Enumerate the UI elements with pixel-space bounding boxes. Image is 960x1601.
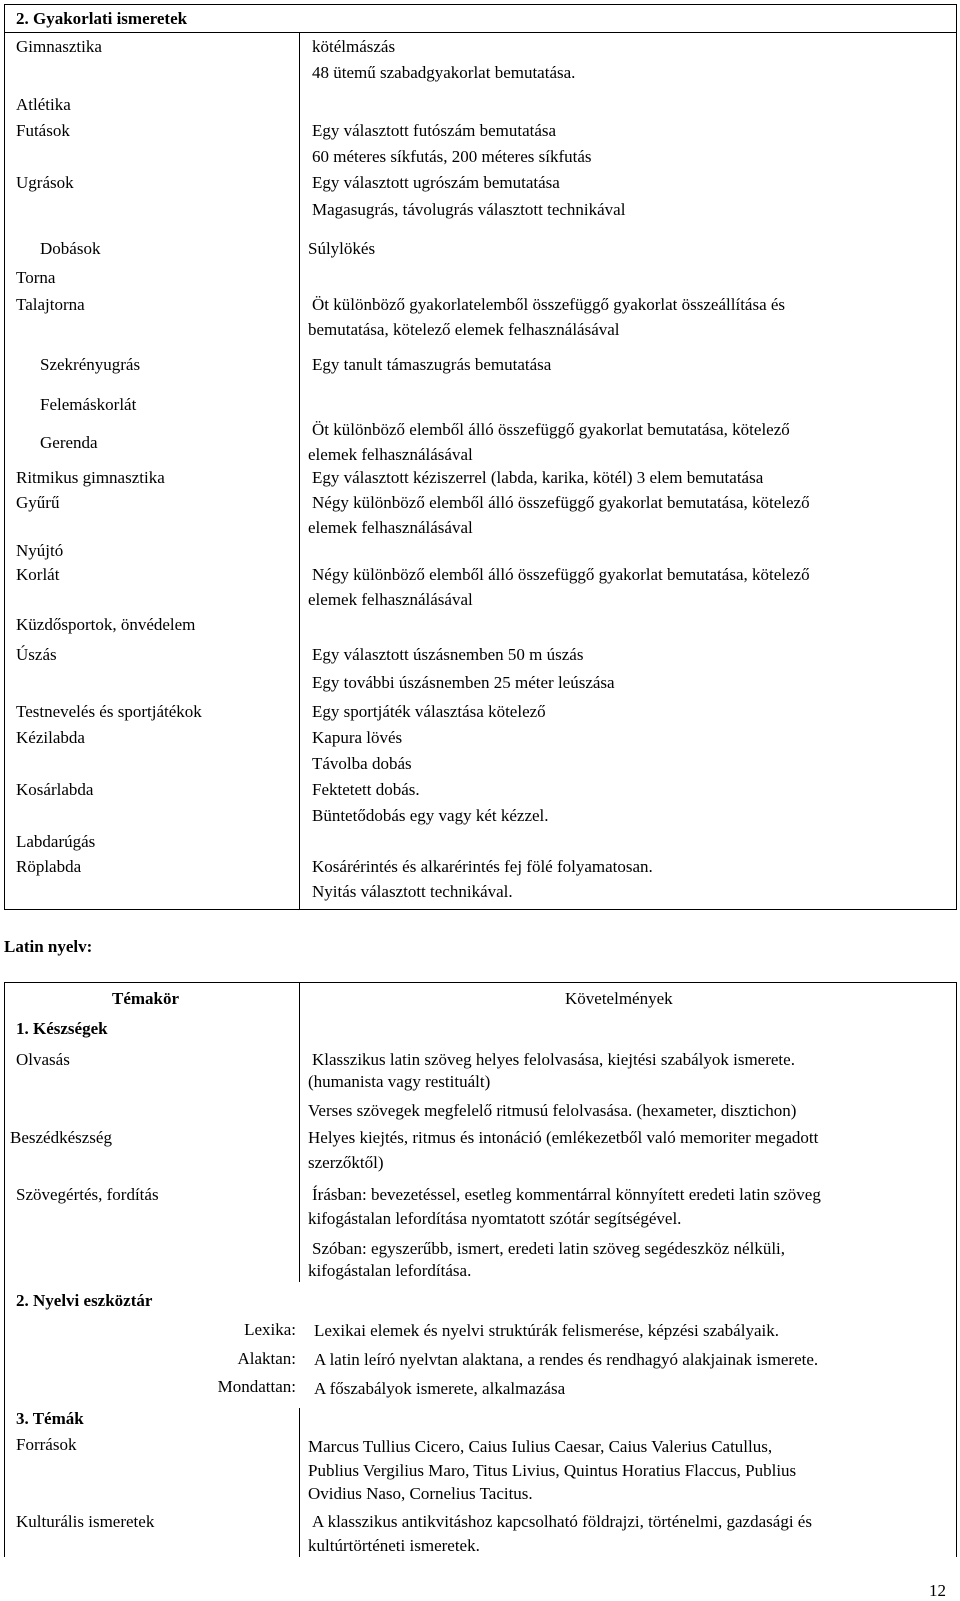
- req-magasugras: Magasugrás, távolugrás választott technikával: [312, 200, 626, 219]
- table2-left-border: [4, 982, 5, 1557]
- table1-right-border: [956, 4, 957, 910]
- table1-column-divider: [299, 32, 300, 910]
- table1-header: 2. Gyakorlati ismeretek: [16, 9, 188, 28]
- req-kult-1: A klasszikus antikvitáshoz kapcsolható földrajzi, történelmi, gazdasági és: [312, 1512, 812, 1531]
- req-beszed-1: Helyes kiejtés, ritmus és intonáció (emlékezetből való memoriter megadott: [308, 1128, 819, 1147]
- topic-labdarugas: Labdarúgás: [16, 832, 96, 851]
- req-szoban-2: kifogástalan lefordítása.: [308, 1261, 472, 1280]
- table2-top-border: [4, 982, 957, 983]
- req-gerenda-1: Öt különböző elemből álló összefüggő gyakorlat bemutatása, kötelező: [312, 420, 790, 439]
- temak-heading: 3. Témák: [16, 1409, 84, 1428]
- req-kult-2: kultúrtörténeti ismeretek.: [308, 1536, 480, 1555]
- topic-ritmikus: Ritmikus gimnasztika: [16, 468, 165, 487]
- req-szoban-1: Szóban: egyszerűbb, ismert, eredeti latin szöveg segédeszköz nélküli,: [312, 1239, 786, 1258]
- req-irasban-2: kifogástalan lefordítása nyomtatott szótár segítségével.: [308, 1209, 682, 1228]
- req-futoszam: Egy választott futószám bemutatása: [312, 121, 557, 140]
- label-alaktan: Alaktan:: [237, 1349, 296, 1368]
- req-ugroszam: Egy választott ugrószám bemutatása: [312, 173, 560, 192]
- topic-talajtorna: Talajtorna: [16, 295, 85, 314]
- topic-gerenda: Gerenda: [40, 433, 98, 452]
- keszsegek-heading: 1. Készségek: [16, 1019, 108, 1038]
- req-gerenda-2: elemek felhasználásával: [308, 445, 473, 464]
- topic-gimnasztika: Gimnasztika: [16, 37, 102, 56]
- topic-kezilabda: Kézilabda: [16, 728, 85, 747]
- req-olvasas-2: (humanista vagy restituált): [308, 1072, 491, 1091]
- table2-col-right-header: Követelmények: [565, 989, 673, 1008]
- table1-top-border: [4, 4, 957, 5]
- topic-forrasok: Források: [16, 1435, 77, 1454]
- req-talaj-1: Öt különböző gyakorlatelemből összefüggő gyakorlat összeállítása és: [312, 295, 786, 314]
- req-olvasas-1: Klasszikus latin szöveg helyes felolvasása, kiejtési szabályok ismerete.: [312, 1050, 795, 1069]
- req-beszed-2: szerzőktől): [308, 1153, 384, 1172]
- req-forras-2: Publius Vergilius Maro, Titus Livius, Quintus Horatius Flaccus, Publius: [308, 1461, 797, 1480]
- req-fektetett: Fektetett dobás.: [312, 780, 420, 799]
- req-ritmikus: Egy választott kéziszerrel (labda, karika, kötél) 3 elem bemutatása: [312, 468, 764, 487]
- req-sulylokes: Súlylökés: [308, 239, 376, 258]
- topic-gyuru: Gyűrű: [16, 493, 60, 512]
- topic-korlat: Korlát: [16, 565, 60, 584]
- topic-beszed: Beszédkészség: [10, 1128, 112, 1147]
- topic-dobasok: Dobások: [40, 239, 101, 258]
- table1-header-divider: [4, 32, 957, 33]
- req-szabadgyakorlat: 48 ütemű szabadgyakorlat bemutatása.: [312, 63, 576, 82]
- req-forras-1: Marcus Tullius Cicero, Caius Iulius Caesar, Caius Valerius Catullus,: [308, 1437, 773, 1456]
- topic-roplabda: Röplabda: [16, 857, 82, 876]
- topic-uszas: Úszás: [16, 645, 57, 664]
- topic-kosarlabda: Kosárlabda: [16, 780, 94, 799]
- req-szekreny: Egy tanult támaszugrás bemutatása: [312, 355, 552, 374]
- req-kotelmaszas: kötélmászás: [312, 37, 396, 56]
- topic-felemaskorlat: Felemáskorlát: [40, 395, 137, 414]
- req-forras-3: Ovidius Naso, Cornelius Tacitus.: [308, 1484, 533, 1503]
- table2-col-left-header: Témakör: [112, 989, 180, 1008]
- topic-nyujto: Nyújtó: [16, 541, 64, 560]
- req-talaj-2: bemutatása, kötelező elemek felhasználásával: [308, 320, 620, 339]
- req-tavolba: Távolba dobás: [312, 754, 412, 773]
- topic-olvasas: Olvasás: [16, 1050, 70, 1069]
- label-mondattan: Mondattan:: [217, 1377, 296, 1396]
- req-uszas-2: Egy további úszásnemben 25 méter leúszása: [312, 673, 615, 692]
- table2-column-divider-upper: [299, 982, 300, 1282]
- req-korlat-1: Négy különböző elemből álló összefüggő gyakorlat bemutatása, kötelező: [312, 565, 810, 584]
- topic-futasok: Futások: [16, 121, 70, 140]
- topic-torna: Torna: [16, 268, 56, 287]
- req-alaktan: A latin leíró nyelvtan alaktana, a rendes és rendhagyó alakjainak ismerete.: [314, 1350, 819, 1369]
- eszkoztar-heading: 2. Nyelvi eszköztár: [16, 1291, 153, 1310]
- req-sikfutas: 60 méteres síkfutás, 200 méteres síkfutás: [312, 147, 592, 166]
- req-olvasas-3: Verses szövegek megfelelő ritmusú felolvasása. (hexameter, disztichon): [308, 1101, 797, 1120]
- req-nyitas: Nyitás választott technikával.: [312, 882, 513, 901]
- req-gyuru-2: elemek felhasználásával: [308, 518, 473, 537]
- req-sportjatek: Egy sportjáték választása kötelező: [312, 702, 546, 721]
- topic-atletika: Atlétika: [16, 95, 71, 114]
- req-kosarerintes: Kosárérintés és alkarérintés fej fölé folyamatosan.: [312, 857, 653, 876]
- req-mondattan: A főszabályok ismerete, alkalmazása: [314, 1379, 566, 1398]
- req-korlat-2: elemek felhasználásával: [308, 590, 473, 609]
- topic-szekrenyugras: Szekrényugrás: [40, 355, 141, 374]
- req-lexika: Lexikai elemek és nyelvi struktúrák felismerése, képzési szabályaik.: [314, 1321, 779, 1340]
- topic-testneveles: Testnevelés és sportjátékok: [16, 702, 202, 721]
- page-number: 12: [929, 1581, 946, 1600]
- topic-szovegertes: Szövegértés, fordítás: [16, 1185, 159, 1204]
- req-uszas-1: Egy választott úszásnemben 50 m úszás: [312, 645, 584, 664]
- req-buntetodobas: Büntetődobás egy vagy két kézzel.: [312, 806, 549, 825]
- table2-column-divider-lower: [299, 1408, 300, 1557]
- topic-kulturalis: Kulturális ismeretek: [16, 1512, 155, 1531]
- table2-right-border: [956, 982, 957, 1557]
- topic-ugrasok: Ugrások: [16, 173, 74, 192]
- topic-kuzdosport: Küzdősportok, önvédelem: [16, 615, 196, 634]
- table1-bottom-border: [4, 909, 957, 910]
- req-gyuru-1: Négy különböző elemből álló összefüggő gyakorlat bemutatása, kötelező: [312, 493, 810, 512]
- table1-left-border: [4, 4, 5, 910]
- label-lexika: Lexika:: [244, 1320, 296, 1339]
- req-kapura: Kapura lövés: [312, 728, 403, 747]
- latin-title: Latin nyelv:: [4, 937, 93, 956]
- req-irasban-1: Írásban: bevezetéssel, esetleg kommentárral könnyített eredeti latin szöveg: [312, 1185, 821, 1204]
